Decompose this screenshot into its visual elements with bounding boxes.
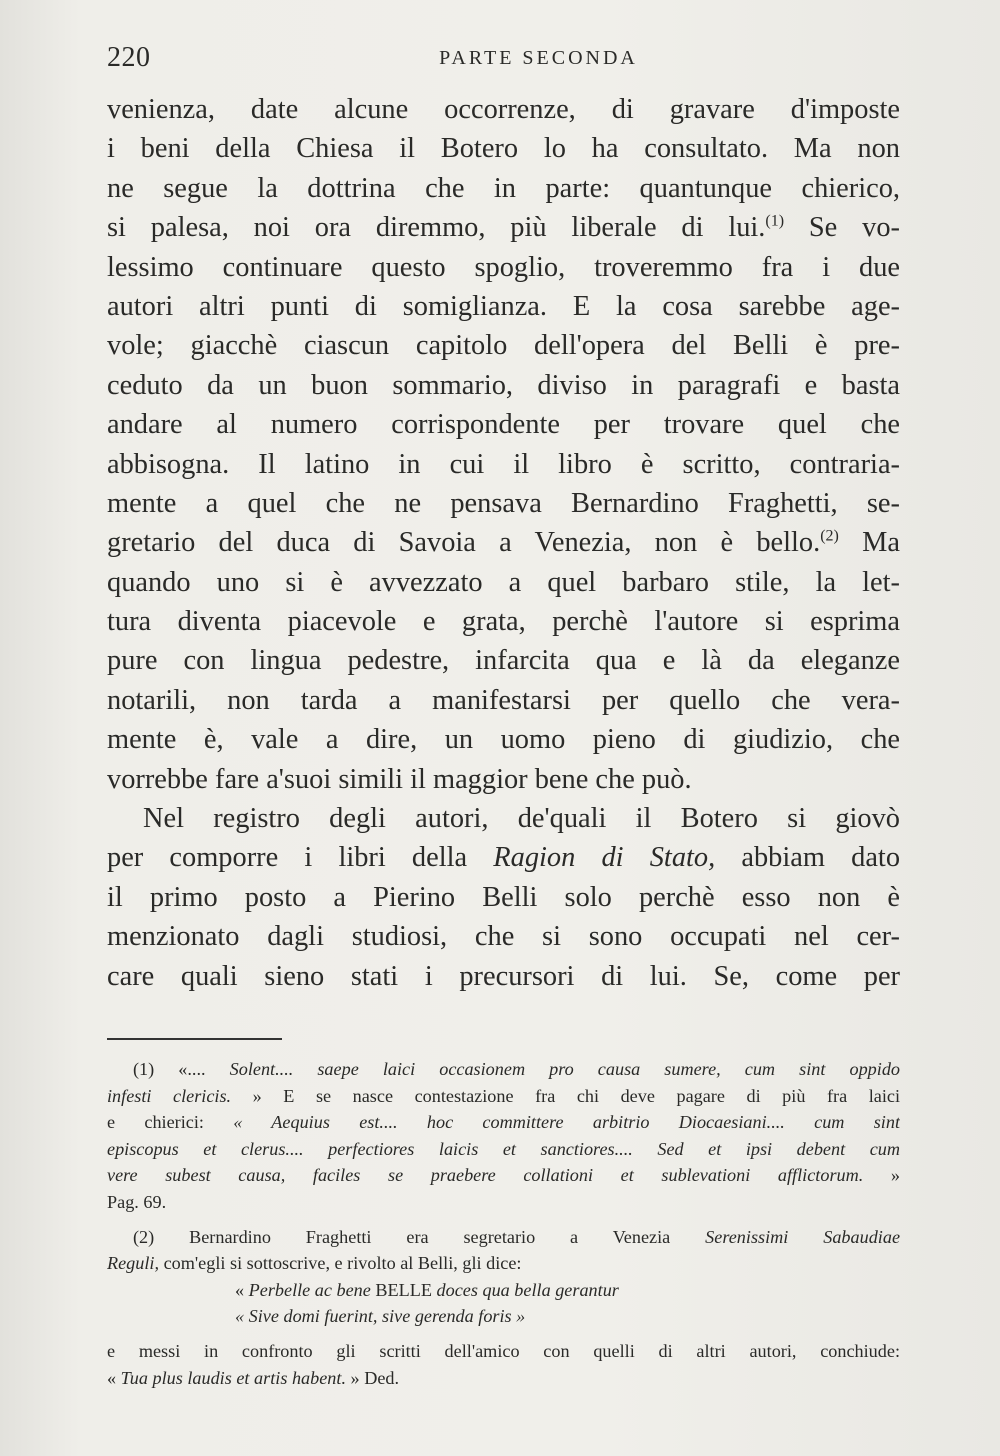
- page-number: 220: [107, 42, 151, 73]
- text-line: andare al numero corrispondente per trovare quel che: [107, 409, 900, 441]
- text-line: care quali sieno stati i precursori di lui. Se, come per: [107, 960, 900, 992]
- page-header: [107, 34, 900, 82]
- text-line: vole; giacchè ciascun capitolo dell'opera del Belli è pre-: [107, 330, 900, 362]
- text-line: lessimo continuare questo spoglio, troveremmo fra i due: [107, 251, 900, 283]
- footnote-line: Reguli, com'egli si sottoscrive, e rivolto al Belli, gli dice:: [107, 1253, 522, 1274]
- main-text: [107, 90, 900, 996]
- footnote-line: episcopus et clerus.... perfectiores laicis et sanctiores.... Sed et ipsi debent cum: [107, 1138, 900, 1159]
- footnote-line: (1) «.... Solent.... saepe laici occasionem pro causa sumere, cum sint oppido: [133, 1058, 900, 1079]
- book-title: Ragion di Stato,: [493, 842, 716, 874]
- text-line: tura diventa piacevole e grata, perchè l'autore si esprima: [107, 606, 900, 638]
- text-line: ceduto da un buon sommario, diviso in paragrafi e basta: [107, 369, 900, 401]
- footnote-line: infesti clericis. » E se nasce contestazione fra chi deve pagare di più fra laici: [107, 1085, 900, 1106]
- footnote-line: e chierici: « Aequius est.... hoc committere arbitrio Diocaesiani.... cum sint: [107, 1112, 900, 1133]
- footnote-line: vere subest causa, faciles se praebere collationi et sublevationi afflictorum. »: [107, 1165, 900, 1186]
- footnote-line: e messi in confronto gli scritti dell'amico con quelli di altri autori, conchiude:: [107, 1340, 900, 1361]
- text-line: si palesa, noi ora diremmo, più liberale di lui.$^{(1)}$ Se vo-: [107, 212, 900, 244]
- footnote-line: « Tua plus laudis et artis habent. » Ded.: [107, 1367, 400, 1388]
- footnotes: [107, 1056, 900, 1391]
- text-line: il primo posto a Pierino Belli solo perchè esso non è: [107, 881, 900, 913]
- footnote-ref: (2): [820, 527, 839, 545]
- text-line: mente a quel che ne pensava Bernardino Fraghetti, se-: [107, 487, 900, 519]
- text-line: autori altri punti di somiglianza. E la cosa sarebbe age-: [107, 290, 900, 322]
- running-head: PARTE SECONDA: [439, 46, 638, 69]
- verse-line: « Perbelle ac bene BELLE doces qua bella gerantur: [235, 1279, 619, 1300]
- text-line: quando uno si è avvezzato a quel barbaro stile, la let-: [107, 566, 900, 598]
- text-line: gretario del duca di Savoia a Venezia, non è bello.$^{(2)}$ Ma: [107, 527, 900, 559]
- footnote-ref: (1): [765, 212, 785, 230]
- footnote-line: Pag. 69.: [107, 1191, 167, 1212]
- footnote-line: (2) Bernardino Fraghetti era segretario a Venezia Serenissimi Sabaudiae: [133, 1226, 900, 1247]
- text-line: Nel registro degli autori, de'quali il Botero si giovò: [143, 803, 900, 835]
- text-line: menzionato dagli studiosi, che si sono occupati nel cer-: [107, 921, 900, 953]
- text-line: per comporre i libri della Ragion di Stato, abbiam dato: [107, 842, 900, 874]
- text-line: mente è, vale a dire, un uomo pieno di giudizio, che: [107, 724, 900, 756]
- text-line: abbisogna. Il latino in cui il libro è scritto, contraria-: [107, 448, 900, 480]
- footnote-divider: [107, 1038, 282, 1040]
- text-line: notarili, non tarda a manifestarsi per quello che vera-: [107, 684, 900, 716]
- verse-line: « Sive domi fuerint, sive gerenda foris »: [235, 1306, 526, 1327]
- text-line: vorrebbe fare a'suoi simili il maggior bene che può.: [107, 763, 692, 795]
- text-line: ne segue la dottrina che in parte: quantunque chierico,: [107, 172, 900, 204]
- text-line: venienza, date alcune occorrenze, di gravare d'imposte: [107, 94, 900, 125]
- text-line: i beni della Chiesa il Botero lo ha consultato. Ma non: [107, 133, 900, 165]
- text-line: pure con lingua pedestre, infarcita qua e là da eleganze: [107, 645, 900, 677]
